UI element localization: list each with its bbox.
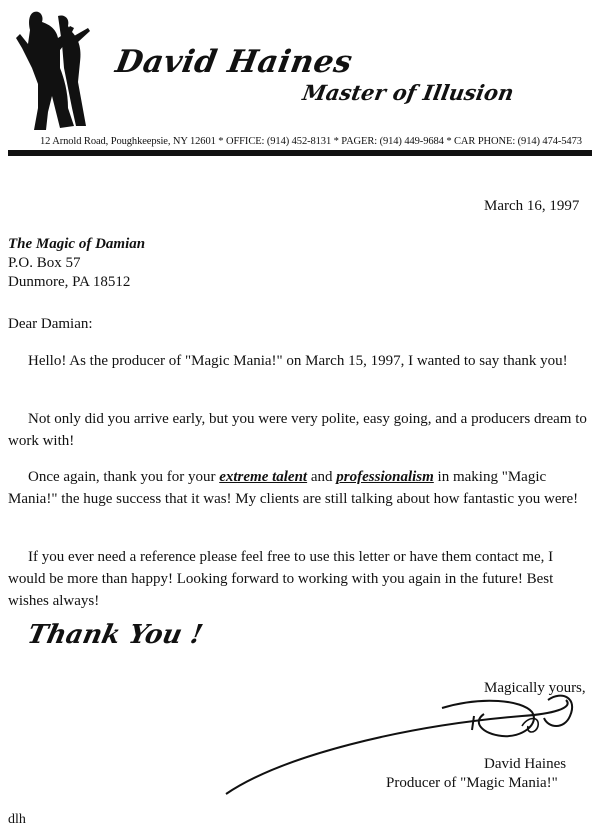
body-paragraph-2 [8,408,592,452]
body-paragraph-4 [8,546,592,612]
body-paragraph-2-text: Not only did you arrive early, but you were very polite, easy going, and a producers dream to work with! [8,411,587,449]
letterhead-contact-line: 12 Arnold Road, Poughkeepsie, NY 12601 * OFFICE: (914) 452-8131 * PAGER: (914) 449-9684 * CAR PHONE: (914) 474-5473 [40,136,582,147]
body-paragraph-3-text [8,466,592,510]
letter-date: March 16, 1997 [484,198,580,214]
handwritten-thank-you: Thank You ! [24,620,206,650]
magician-silhouette-logo [12,8,92,132]
p3-part-e: in making "Magic Mania!" the huge success that it was! My clients are still talking about how fantastic you were! [8,469,579,507]
letterhead-rule [8,150,592,156]
p3-part-c: and [307,469,337,485]
body-paragraph-3 [8,466,592,510]
emphasis-extreme-talent: extreme talent [219,469,308,485]
typist-initials: dlh [8,812,26,827]
letterhead-name: David Haines [112,44,356,80]
salutation: Dear Damian: [8,316,93,332]
recipient-name: The Magic of Damian [8,236,146,252]
p3-part-a: Once again, thank you for your [28,469,220,485]
body-paragraph-4-text: If you ever need a reference please feel free to use this letter or have them contact me, I would be more than happy! Looking forward to working with you again in the future! Best wishes always! [8,549,554,609]
signer-title: Producer of "Magic Mania!" [386,775,558,791]
emphasis-professionalism: professionalism [336,469,434,485]
closing: Magically yours, [484,680,586,696]
letterhead-tagline: Master of Illusion [300,80,516,105]
body-paragraph-1-text: Hello! As the producer of "Magic Mania!" on March 15, 1997, I wanted to say thank you! [28,353,568,369]
recipient-address-1: P.O. Box 57 [8,255,81,271]
signer-name: David Haines [484,756,567,772]
body-paragraph-1 [8,350,592,372]
recipient-address-2: Dunmore, PA 18512 [8,274,131,290]
